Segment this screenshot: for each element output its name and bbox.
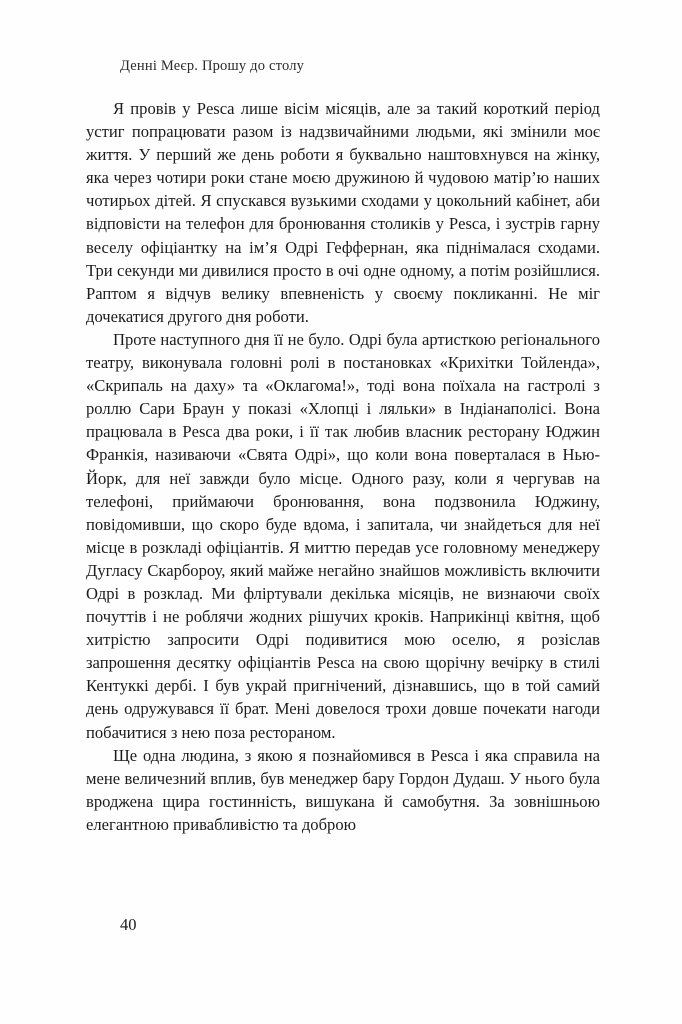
paragraph-3: Ще одна людина, з якою я познайомився в Pesca і яка справила на мене величезний вплив, був менеджер бару Гордон Дудаш. У нього була вроджена щира гостинність, вишукана й самобутня. За зовнішньою елегантною привабливістю та доброю: [86, 745, 600, 834]
page-number: 40: [120, 915, 137, 934]
running-header: Денні Меєр. Прошу до столу: [120, 58, 305, 74]
paragraph-1: Я провів у Pesca лише вісім місяців, але за такий короткий період устиг попрацювати разом із надзвичайними людьми, які змінили моє життя. У перший же день роботи я буквально наштовхнувся на жінку, яка через чотири роки стане моєю дружиною й чудовою матір’ю наших чотирьох дітей. Я спускався вузькими сходами у цокольний кабінет, аби відповісти на телефон для бронювання столиків у Pesca, і зустрів гарну веселу офіціантку на ім’я Одрі Геффернан, яка піднімалася сходами. Три секунди ми дивилися просто в очі одне одному, а потім розійшлися. Раптом я відчув велику впевненість у своєму покликанні. Не міг дочекатися другого дня роботи.: [86, 99, 600, 326]
paragraph-2: Проте наступного дня її не було. Одрі була артисткою регіонального театру, виконувала головні ролі в постановках «Крихітки Тойленда», «Скрипаль на даху» та «Оклагома!», тоді вона поїхала на гастролі з роллю Сари Браун у показі «Хлопці і ляльки» в Індіанаполісі. Вона працювала в Pesca два роки, і її так любив власник ресторану Юджин Франкія, називаючи «Свята Одрі», що коли вона поверталася в Нью-Йорк, для неї завжди було місце. Одного разу, коли я чергував на телефоні, приймаючи бронювання, вона подзвонила Юджину, повідомивши, що скоро буде вдома, і запитала, чи знайдеться для неї місце в розкладі офіціантів. Я миттю передав усе головному менеджеру Дугласу Скарбороу, який майже негайно знайшов можливість включити Одрі в розклад. Ми фліртували декілька місяців, не визнаючи своїх почуттів і не роблячи жодних рішучих кроків. Наприкінці квітня, щоб хитрістю запросити Одрі подивитися мою оселю, я розіслав запрошення десятку офіціантів Pesca на свою щорічну вечірку в стилі Кентуккі дербі. І був украй пригнічений, дізнавшись, що в той самий день одружувався її брат. Мені довелося трохи довше почекати нагоди побачитися з нею поза рестораном.: [86, 329, 600, 742]
body-text: [86, 97, 600, 836]
